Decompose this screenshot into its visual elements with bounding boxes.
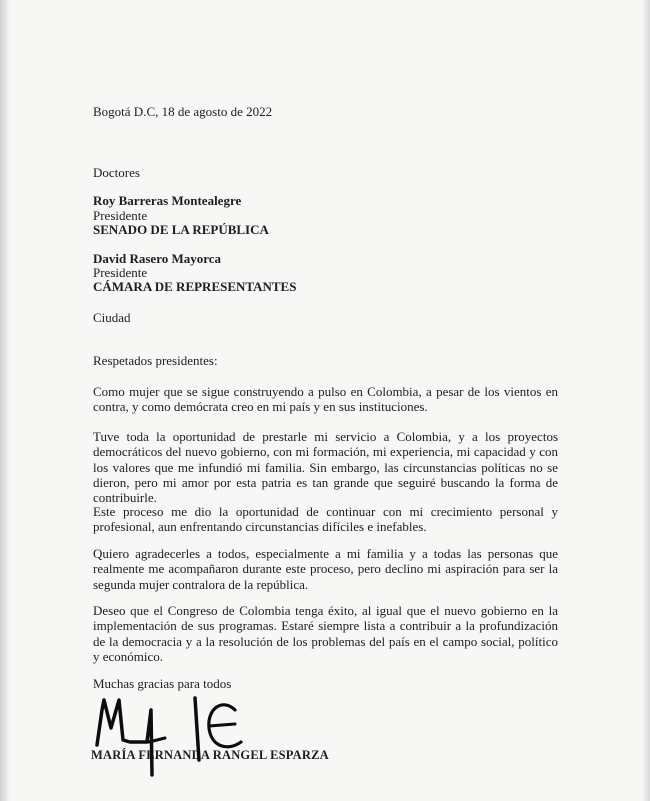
handwritten-signature	[85, 680, 255, 780]
page-shadow-right	[642, 0, 650, 801]
greeting: Respetados presidentes:	[93, 353, 218, 368]
paragraph-5: Deseo que el Congreso de Colombia tenga éxito, al igual que el nuevo gobierno en la implementación de sus programas. Estaré siempre lista a contribuir a la profundización de la democracia y a la resolución de los problemas del país en el campo social, político y económico.	[93, 603, 558, 664]
paragraph-2: Tuve toda la oportunidad de prestarle mi servicio a Colombia, y a los proyectos democráticos del nuevo gobierno, con mi formación, mi experiencia, mi capacidad y con los valores que me infundió mi familia. Sin embargo, las circunstancias políticas no se dieron, pero mi amor por esta patria es tan grande que seguiré buscando la forma de contribuirle.	[93, 429, 558, 506]
recipient2-title: Presidente	[93, 265, 148, 280]
salutation-header: Doctores	[93, 165, 140, 180]
recipient2-institution: CÁMARA DE REPRESENTANTES	[93, 279, 297, 294]
page-shadow-left	[0, 0, 10, 801]
letter-date: Bogotá D.C, 18 de agosto de 2022	[93, 104, 273, 119]
recipient1-title: Presidente	[93, 208, 148, 223]
recipient1-institution: SENADO DE LA REPÚBLICA	[93, 222, 269, 237]
paragraph-1: Como mujer que se sigue construyendo a pulso en Colombia, a pesar de los vientos en contra, y como demócrata creo en mi país y en sus instituciones.	[93, 384, 558, 415]
recipient1-name: Roy Barreras Montealegre	[93, 193, 242, 208]
signer-name: MARÍA FERNANDA RANGEL ESPARZA	[91, 747, 329, 762]
paragraph-4: Quiero agradecerles a todos, especialmente a mi familia y a todas las personas que realmente me acompañaron durante este proceso, pero declino mi aspiración para ser la segunda mujer contralora de la república.	[93, 546, 558, 592]
recipient2-name: David Rasero Mayorca	[93, 251, 222, 266]
paragraph-3: Este proceso me dio la oportunidad de continuar con mi crecimiento personal y profesional, aun enfrentando circunstancias difíciles e inefables.	[93, 504, 558, 535]
closing: Muchas gracias para todos	[93, 676, 232, 691]
city: Ciudad	[93, 310, 131, 325]
